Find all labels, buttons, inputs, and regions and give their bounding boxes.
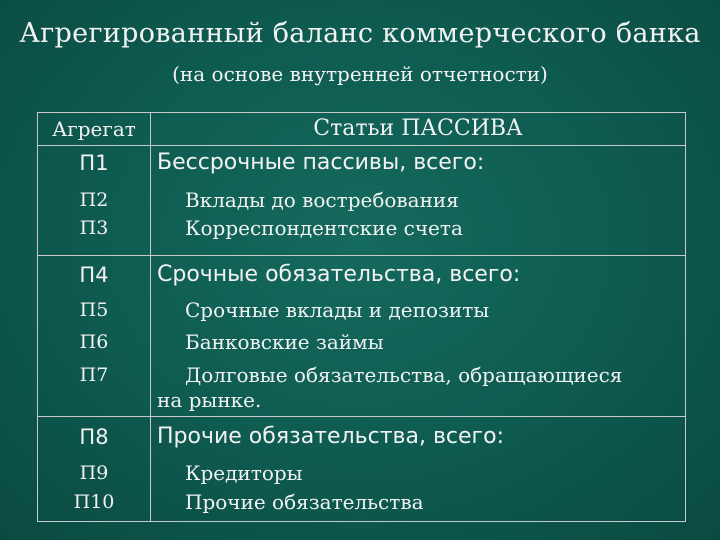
header-code: Агрегат <box>38 113 151 146</box>
aggregate-code: П7 <box>79 364 109 386</box>
aggregate-code: П10 <box>73 491 115 513</box>
aggregate-item-label: Кредиторы <box>185 461 303 485</box>
aggregate-code: П6 <box>79 331 109 353</box>
slide-title: Агрегированный баланс коммерческого банка <box>19 18 701 49</box>
table-group <box>38 417 686 522</box>
aggregate-item-label: Корреспондентские счета <box>185 216 463 240</box>
group-codes <box>38 146 151 256</box>
table-group <box>38 256 686 417</box>
table-header-row <box>38 113 686 146</box>
group-items <box>151 417 686 522</box>
aggregate-item-label: Вклады до востребования <box>185 188 459 212</box>
aggregate-total-label: Прочие обязательства, всего: <box>157 424 504 449</box>
group-codes <box>38 256 151 417</box>
aggregate-code: П3 <box>79 217 109 239</box>
group-codes <box>38 417 151 522</box>
aggregate-code: П9 <box>79 462 109 484</box>
aggregate-code: П4 <box>79 263 109 287</box>
group-items <box>151 256 686 417</box>
aggregate-item-label: Долговые обязательства, обращающиеся <box>185 363 623 387</box>
balance-table <box>37 112 686 522</box>
aggregate-total-label: Бессрочные пассивы, всего: <box>157 150 485 175</box>
aggregate-code: П8 <box>79 425 109 449</box>
aggregate-total-label: Срочные обязательства, всего: <box>157 262 521 287</box>
aggregate-code: П2 <box>79 189 109 211</box>
aggregate-item-label: Срочные вклады и депозиты <box>185 298 490 322</box>
group-items <box>151 146 686 256</box>
table-group <box>38 146 686 256</box>
aggregate-code: П5 <box>79 299 109 321</box>
slide-subtitle: (на основе внутренней отчетности) <box>172 62 548 86</box>
aggregate-code: П1 <box>79 151 109 175</box>
aggregate-item-label: Прочие обязательства <box>185 490 424 514</box>
header-items: Статьи ПАССИВА <box>151 113 686 146</box>
aggregate-item-label: Банковские займы <box>185 330 384 354</box>
aggregate-item-label-continuation: на рынке. <box>157 388 262 412</box>
